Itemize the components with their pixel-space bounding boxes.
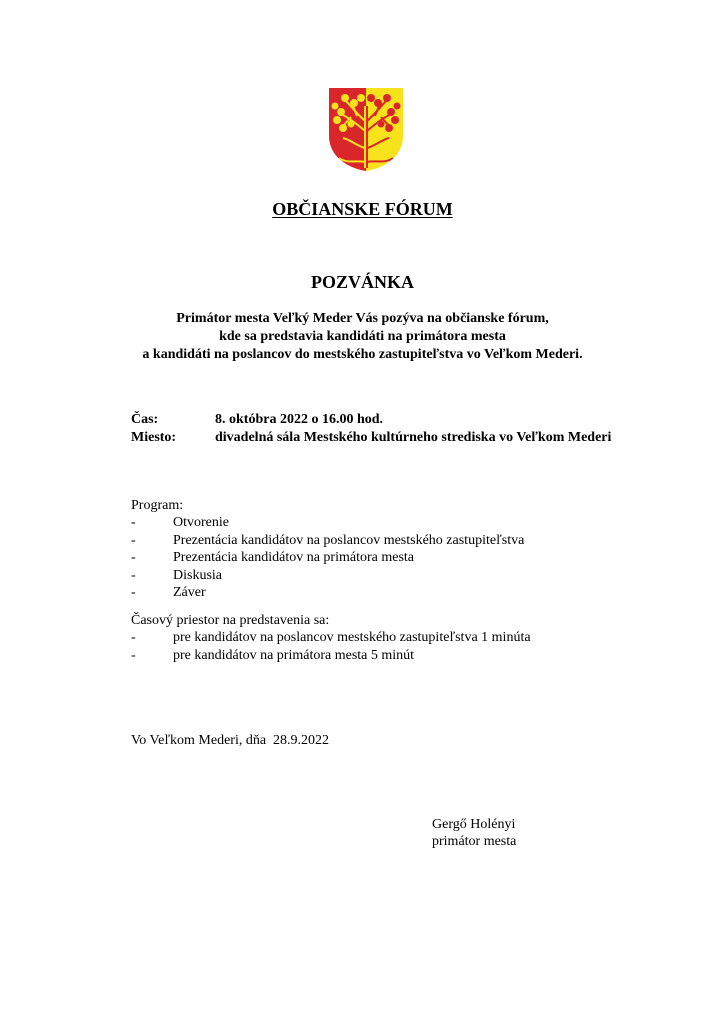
detail-place xyxy=(131,429,611,447)
program-item xyxy=(131,567,524,584)
time-slots-section xyxy=(131,612,531,664)
program-item-text: Diskusia xyxy=(173,567,222,583)
signatory-name: Gergő Holényi xyxy=(432,817,516,832)
program-section xyxy=(131,497,524,601)
time-slot-item xyxy=(131,629,531,646)
time-slot-item xyxy=(131,647,531,664)
place-and-date: Vo Veľkom Mederi, dňa 28.9.2022 xyxy=(131,733,330,748)
intro-line: Primátor mesta Veľký Meder Vás pozýva na občianske fórum, xyxy=(176,311,549,326)
bullet-dash: - xyxy=(131,567,136,583)
program-title: Program: xyxy=(131,498,184,513)
detail-time xyxy=(131,411,611,429)
detail-label: Miesto: xyxy=(131,430,177,445)
program-item-text: Záver xyxy=(173,585,206,601)
time-slot-text: pre kandidátov na primátora mesta 5 minút xyxy=(173,647,415,663)
time-slot-text: pre kandidátov na poslancov mestského zastupiteľstva 1 minúta xyxy=(173,630,531,646)
bullet-dash: - xyxy=(131,515,136,531)
program-item xyxy=(131,549,524,566)
signature-block xyxy=(432,816,516,850)
bullet-dash: - xyxy=(131,585,136,601)
detail-value: divadelná sála Mestského kultúrneho strediska vo Veľkom Mederi xyxy=(215,430,612,445)
bullet-dash: - xyxy=(131,550,136,566)
intro-line: a kandidáti na poslancov do mestského zastupiteľstva vo Veľkom Mederi. xyxy=(142,347,583,362)
document-subheading: POZVÁNKA xyxy=(311,272,414,292)
program-item xyxy=(131,532,524,549)
bullet-dash: - xyxy=(131,532,136,548)
event-details xyxy=(131,411,611,447)
time-slots-title: Časový priestor na predstavenia sa: xyxy=(131,613,330,628)
detail-value: 8. októbra 2022 o 16.00 hod. xyxy=(215,412,384,427)
bullet-dash: - xyxy=(131,630,136,646)
program-item-text: Otvorenie xyxy=(173,515,229,531)
signatory-role: primátor mesta xyxy=(432,834,517,849)
detail-label: Čas: xyxy=(131,412,159,427)
invitation-text xyxy=(0,310,725,364)
program-item xyxy=(131,584,524,601)
intro-line: kde sa predstavia kandidáti na primátora mesta xyxy=(219,329,506,344)
program-item-text: Prezentácia kandidátov na primátora mesta xyxy=(173,550,415,566)
bullet-dash: - xyxy=(131,647,136,663)
coat-of-arms-icon xyxy=(327,86,405,172)
program-item-text: Prezentácia kandidátov na poslancov mestského zastupiteľstva xyxy=(173,532,525,548)
program-item xyxy=(131,514,524,531)
document-heading: OBČIANSKE FÓRUM xyxy=(272,199,453,219)
